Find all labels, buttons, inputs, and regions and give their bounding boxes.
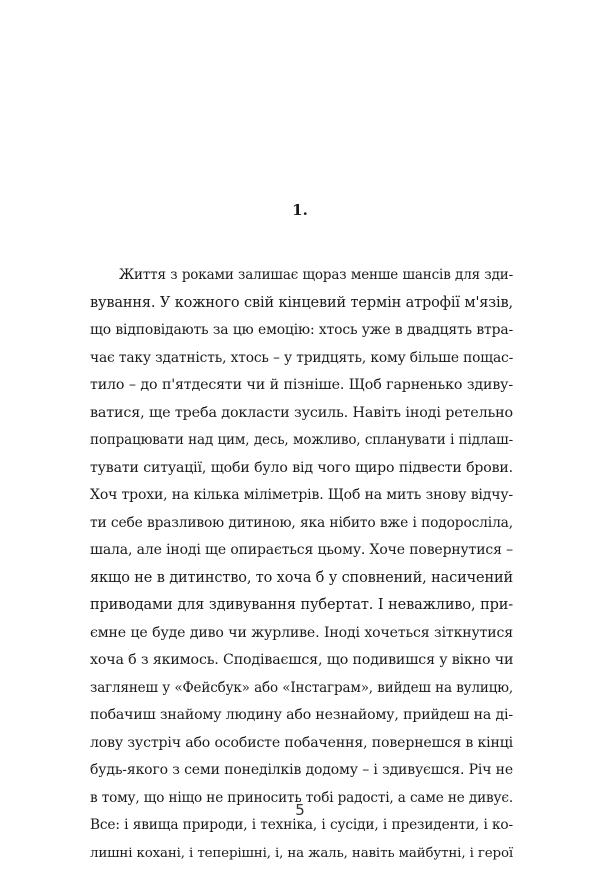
text-line: Хоч трохи, на кілька міліметрів. Щоб на мить знову відчу-: [90, 487, 513, 503]
text-line: Все: і явища природи, і техніка, і сусіди, і президенти, і ко-: [90, 817, 513, 833]
text-line: тило – до п'ятдесяти чи й пізніше. Щоб гарненько здиву-: [90, 377, 513, 393]
text-line: Життя з роками залишає щораз менше шансів для зди-: [119, 267, 513, 283]
chapter-number: 1.: [292, 201, 308, 219]
text-line: лову зустріч або особисте побачення, повернешся в кінці: [90, 734, 514, 751]
text-line: в тому, що ніщо не приносить тобі радості, а саме не дивує.: [90, 789, 513, 806]
text-line: якщо не в дитинство, то хоча б у сповнений, насичений: [90, 569, 513, 586]
text-line: лишні кохані, і теперішні, і, на жаль, навіть майбутні, і герої: [90, 845, 513, 861]
text-line: хоча б з якимось. Сподіваєшся, що подивишся у вікно чи: [90, 652, 514, 668]
text-line: шала, але іноді ще опирається цьому. Хоче повернутися –: [90, 542, 513, 558]
text-line: побачиш знайому людину або незнайому, прийдеш на ді-: [90, 707, 514, 723]
text-line: ватися, ще треба докласти зусиль. Навіть іноді ретельно: [90, 404, 513, 421]
text-line: вування. У кожного свій кінцевий термін атрофії м'язів,: [90, 294, 513, 311]
text-line: тувати ситуації, щоби було від чого щиро підвести брови.: [90, 459, 513, 476]
text-line: заглянеш у «Фейсбук» або «Інстаграм», вийдеш на вулицю,: [90, 679, 513, 696]
text-line: ємне це буде диво чи журливе. Іноді хочеться зіткнутися: [90, 624, 513, 641]
text-line: будь-якого з семи понеділків додому – і здивуєшся. Річ не: [90, 762, 513, 778]
body-text: [90, 262, 513, 867]
page-number: 5: [295, 801, 305, 819]
text-line: попрацювати над цим, десь, можливо, спланувати і підлаш-: [90, 432, 513, 448]
text-line: приводами для здивування пубертат. І неважливо, при-: [90, 597, 513, 613]
text-line: що відповідають за цю емоцію: хтось уже в двадцять втра-: [90, 322, 513, 338]
text-line: чає таку здатність, хтось – у тридцять, кому більше пощас-: [90, 349, 514, 366]
text-line: ти себе вразливою дитиною, яка нібито вже і подоросліла,: [90, 514, 513, 531]
